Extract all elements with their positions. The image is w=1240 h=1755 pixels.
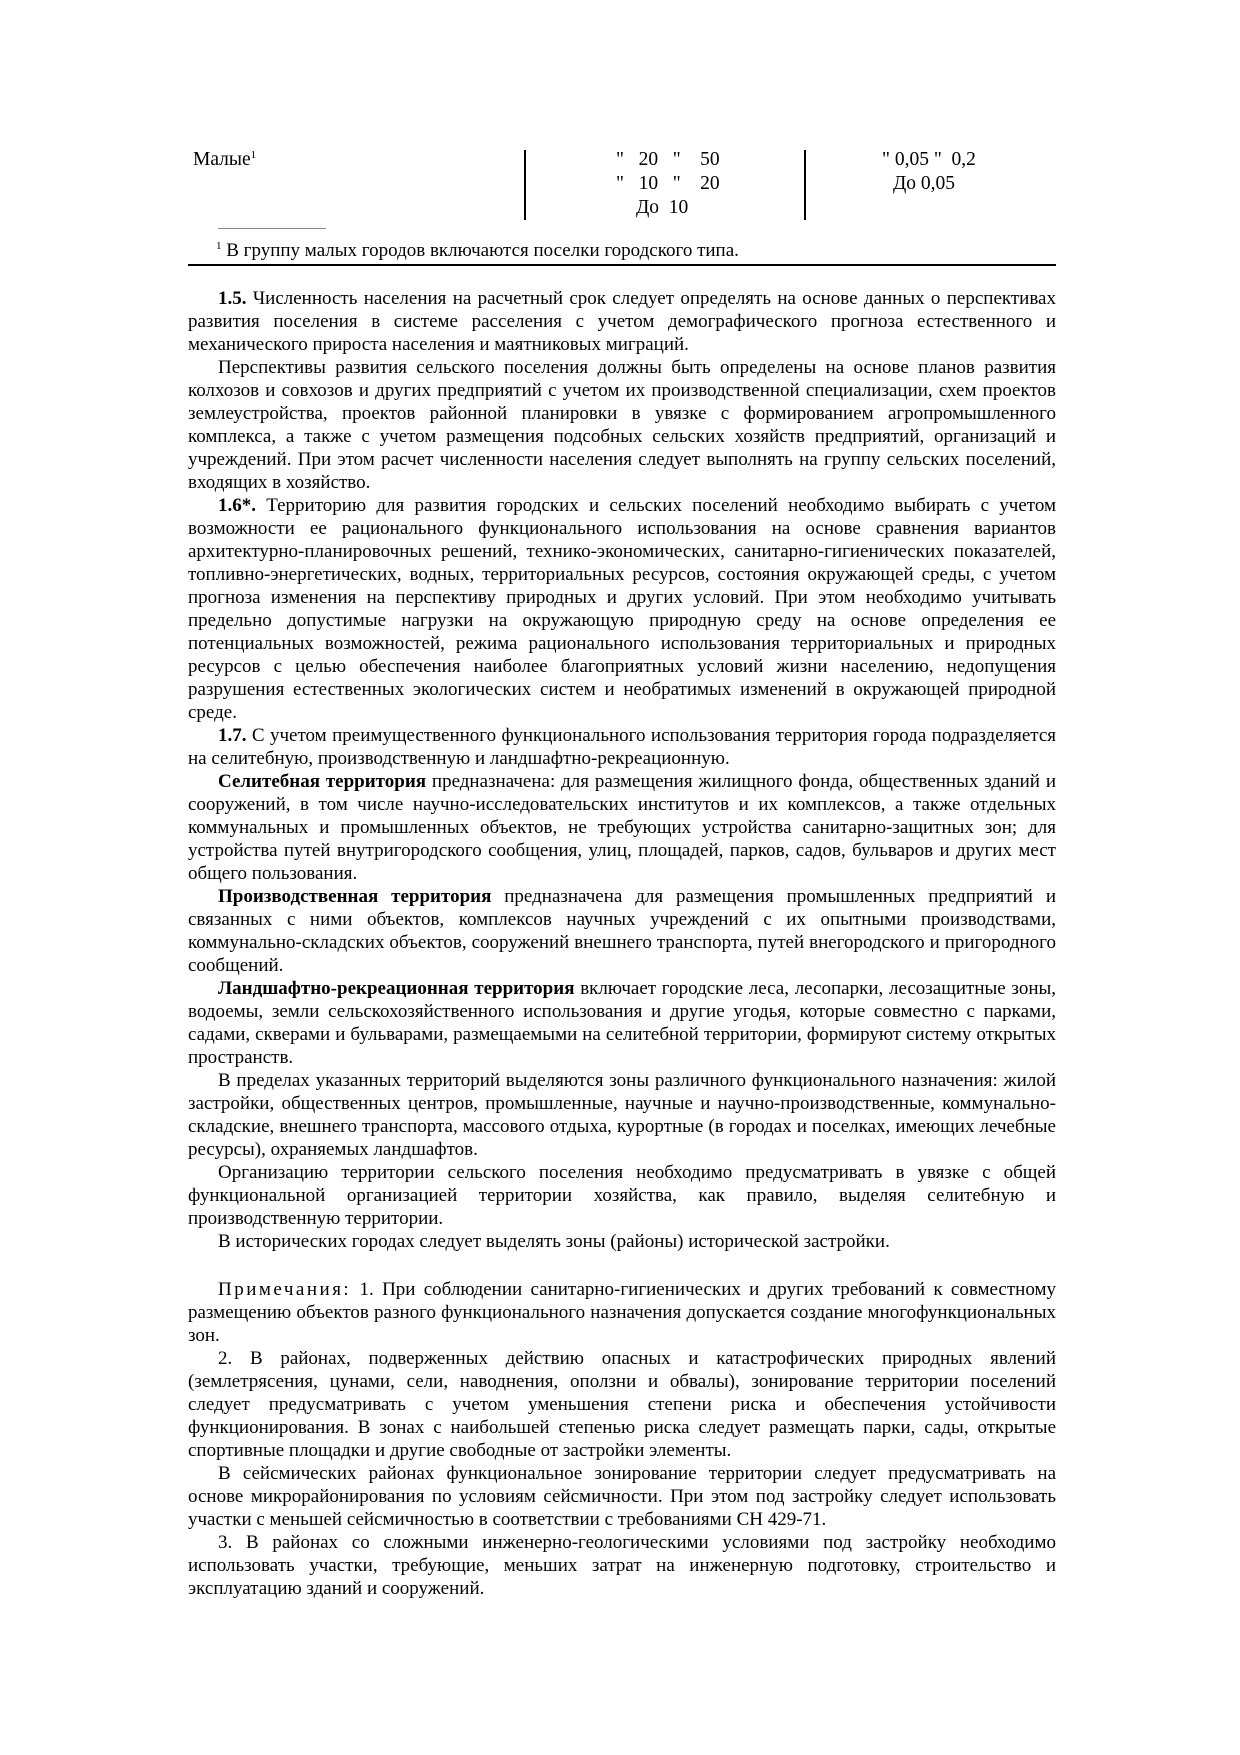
paragraph: Организацию территории сельского поселения необходимо предусматривать в увязке с общей функциональной организацией территории хозяйства, как правило, выделяя селитебную и производственную территории. bbox=[188, 1162, 1056, 1229]
paragraph-text: Численность населения на расчетный срок следует определять на основе данных о перспективах развития поселения в системе расселения с учетом демографического прогноза естественного и механического прироста населения и маятниковых миграций. bbox=[188, 288, 1056, 355]
paragraph-text: предназначена для размещения промышленных предприятий и связанных с ними объектов, комплексов научных учреждений с их опытными производствами, коммунально-складских объектов, сооружений внешнего транспорта, путей внегородского и пригородного сообщений. bbox=[188, 886, 1056, 976]
row-label-text: Малые bbox=[193, 149, 251, 170]
paragraph: В пределах указанных территорий выделяются зоны различного функционального назначения: жилой застройки, общественных центров, промышленные, научные и научно-производственные, коммунально-складские, внешнего транспорта, массового отдыха, курортные (в городах и поселках, имеющих лечебные ресурсы), охраняемых ландшафтов. bbox=[188, 1070, 1056, 1160]
paragraph-landscape bbox=[188, 977, 1056, 1069]
population-line: До 10 bbox=[636, 197, 689, 218]
paragraph-1-5 bbox=[188, 287, 1056, 356]
notes-1 bbox=[188, 1278, 1056, 1347]
settlement-table-fragment bbox=[188, 146, 1056, 222]
footnote-text: В группу малых городов включаются поселки городского типа. bbox=[221, 240, 739, 261]
paragraph: В исторических городах следует выделять зоны (районы) исторической застройки. bbox=[218, 1231, 890, 1252]
paragraph-industrial bbox=[188, 885, 1056, 977]
clause-number: 1.6*. bbox=[218, 495, 256, 516]
note-text: 1. При соблюдении санитарно-гигиенических и других требований к совместному размещению объектов разного функционального назначения допускается создание многофункциональных зон. bbox=[188, 1279, 1056, 1346]
density-line: До 0,05 bbox=[893, 173, 956, 194]
term: Селитебная территория bbox=[218, 771, 427, 792]
footnote-marker: 1 bbox=[250, 149, 257, 161]
note: 3. В районах со сложными инженерно-геологическими условиями под застройку необходимо использовать участки, требующие, меньших затрат на инженерную подготовку, строительство и эксплуатацию зданий и сооружений. bbox=[188, 1532, 1056, 1599]
population-line: " 10 " 20 bbox=[616, 173, 720, 194]
clause-number: 1.5. bbox=[218, 288, 247, 309]
note: 2. В районах, подверженных действию опасных и катастрофических природных явлений (землетрясения, цунами, сели, наводнения, оползни и обвалы), зонирование территории поселений следует предусматривать с учетом уменьшения степени риска и обеспечения устойчивости функционирования. В зонах с наибольшей степенью риска следует размещать парки, сады, открытые спортивные площадки и другие свободные от застройки элементы. bbox=[188, 1348, 1056, 1461]
density-line: " 0,05 " 0,2 bbox=[882, 149, 976, 170]
paragraph: Перспективы развития сельского поселения должны быть определены на основе планов развития колхозов и совхозов и других предприятий с учетом их производственной специализации, схем проектов землеустройства, проектов районной планировки в увязке с формированием агропромышленного комплекса, а также с учетом размещения подсобных сельских хозяйств предприятий, организаций и учреждений. При этом расчет численности населения следует выполнять на группу сельских поселений, входящих в хозяйство. bbox=[188, 357, 1056, 493]
note: В сейсмических районах функциональное зонирование территории следует предусматривать на основе микрорайонирования по условиям сейсмичности. При этом под застройку следует использовать участки с меньшей сейсмичностью в соответствии с требованиями СН 429-71. bbox=[188, 1463, 1056, 1530]
paragraph-text: Территорию для развития городских и сельских поселений необходимо выбирать с учетом возможности ее рационального функционального использования на основе сравнения вариантов архитектурно-планировочных решений, технико-экономических, санитарно-гигиенических показателей, топливно-энергетических, водных, территориальных ресурсов, состояния окружающей среды, с учетом прогноза изменения на перспективу природных и других условий. При этом необходимо учитывать предельно допустимые нагрузки на окружающую природную среду на основе определения ее потенциальных возможностей, режима рационального использования территориальных и природных ресурсов с целью обеспечения наиболее благоприятных условий жизни населению, недопущения разрушения естественных экологических систем и необратимых изменений в окружающей природной среде. bbox=[188, 495, 1056, 723]
paragraph-1-7 bbox=[188, 724, 1056, 770]
table-bottom-rule bbox=[188, 264, 1056, 266]
notes-heading: Примечания: bbox=[218, 1279, 352, 1300]
density-column bbox=[806, 148, 1056, 196]
population-column bbox=[524, 148, 804, 220]
clause-number: 1.7. bbox=[218, 725, 247, 746]
term: Ландшафтно-рекреационная территория bbox=[218, 978, 575, 999]
paragraph-residential bbox=[188, 770, 1056, 885]
term: Производственная территория bbox=[218, 886, 492, 907]
table-row-label bbox=[193, 148, 256, 172]
paragraph-text: включает городские леса, лесопарки, лесозащитные зоны, водоемы, земли сельскохозяйственного использования и другие угодья, которые совместно с парками, садами, скверами и бульварами, размещаемыми на селитебной территории, формируют систему открытых пространств. bbox=[188, 978, 1057, 1068]
footnote bbox=[188, 229, 1056, 263]
paragraph-text: С учетом преимущественного функционального использования территория города подразделяется на селитебную, производственную и ландшафтно-рекреационную. bbox=[188, 725, 1056, 769]
population-line: " 20 " 50 bbox=[616, 149, 720, 170]
document-body bbox=[188, 287, 1056, 1600]
paragraph-1-6 bbox=[188, 494, 1056, 724]
footnote-number: 1 bbox=[216, 240, 222, 252]
page-content bbox=[188, 146, 1056, 1600]
paragraph-text: предназначена: для размещения жилищного фонда, общественных зданий и сооружений, в том числе научно-исследовательских институтов и их комплексов, а также отдельных коммунальных и промышленных объектов, не требующих устройства санитарно-защитных зон; для устройства путей внутригородского сообщения, улиц, площадей, парков, садов, бульваров и других мест общего пользования. bbox=[188, 771, 1056, 884]
